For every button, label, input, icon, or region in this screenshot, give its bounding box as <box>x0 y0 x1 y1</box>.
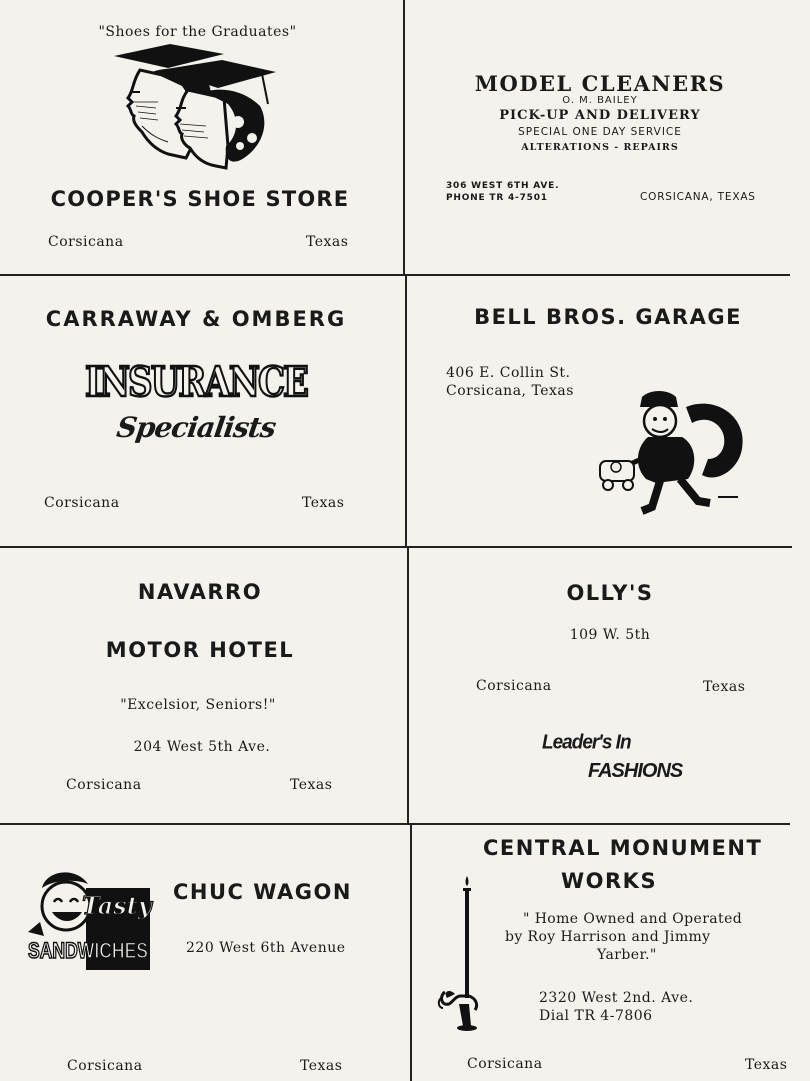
business-name: OLLY'S <box>566 581 654 605</box>
city-label: Corsicana <box>467 1056 543 1072</box>
address-label: 109 W. 5th <box>569 627 651 643</box>
quote-line1: " Home Owned and Operated <box>523 911 743 927</box>
specialists-logo-text: Specialists <box>114 411 278 444</box>
business-name-line2: MOTOR HOTEL <box>105 638 295 662</box>
tasty-sandwiches-logo <box>26 866 154 978</box>
tasty-text: Tasty <box>82 891 152 920</box>
state-label: Texas <box>302 495 345 511</box>
city-label: Corsicana <box>44 495 120 511</box>
state-label: Texas <box>290 777 333 793</box>
ad-tagline: "Shoes for the Graduates" <box>98 24 297 40</box>
state-label: Texas <box>300 1058 343 1074</box>
city-state-label: Corsicana, Texas <box>446 383 574 399</box>
ad-chuc-wagon <box>0 826 409 1081</box>
service-line: ALTERATIONS - REPAIRS <box>521 142 679 153</box>
phone-label: Dial TR 4-7806 <box>539 1008 653 1024</box>
ad-bell-bros-garage <box>408 277 800 545</box>
address-label: 220 West 6th Avenue <box>186 940 346 956</box>
slogan-line2: FASHIONS <box>588 760 683 782</box>
business-name-line1: NAVARRO <box>137 580 263 604</box>
slogan: "Excelsior, Seniors!" <box>120 697 276 713</box>
state-label: Texas <box>745 1057 788 1073</box>
row-divider <box>0 274 790 276</box>
city-label: Corsicana <box>67 1058 143 1074</box>
city-label: Corsicana <box>48 234 124 250</box>
service-line: PICK-UP AND DELIVERY <box>499 108 701 123</box>
ad-navarro-motor-hotel <box>0 549 406 822</box>
city-state-label: CORSICANA, TEXAS <box>640 191 756 203</box>
service-line: SPECIAL ONE DAY SERVICE <box>518 126 682 138</box>
column-divider <box>410 825 412 1081</box>
row-divider <box>0 823 790 825</box>
mechanic-illustration <box>598 387 748 521</box>
address-label: 306 WEST 6TH AVE. <box>446 181 560 191</box>
column-divider <box>403 0 405 275</box>
city-label: Corsicana <box>66 777 142 793</box>
column-divider <box>405 275 407 547</box>
phone-label: PHONE TR 4-7501 <box>446 193 548 203</box>
address-label: 2320 West 2nd. Ave. <box>539 990 694 1006</box>
sandwiches-text: SANDWICHES <box>28 938 148 963</box>
ad-ollys <box>410 549 800 822</box>
business-name: CHUC WAGON <box>173 880 352 904</box>
state-label: Texas <box>306 234 349 250</box>
business-name: CARRAWAY & OMBERG <box>45 307 347 331</box>
quote-line2: by Roy Harrison and Jimmy <box>505 929 711 945</box>
ad-carraway-omberg <box>0 277 404 545</box>
ad-model-cleaners <box>406 0 800 273</box>
ad-central-monument-works <box>413 826 800 1081</box>
column-divider <box>407 547 409 825</box>
candle-illustration <box>435 874 485 1034</box>
insurance-logo-text: INSURANCE <box>85 359 307 407</box>
graduates-illustration <box>112 42 282 184</box>
business-name-line2: WORKS <box>561 869 658 893</box>
address-label: 204 West 5th Ave. <box>133 739 271 755</box>
state-label: Texas <box>703 679 746 695</box>
quote-line3: Yarber." <box>597 947 657 963</box>
store-name: COOPER'S SHOE STORE <box>50 187 350 211</box>
owner-name: O. M. BAILEY <box>562 95 638 106</box>
address-label: 406 E. Collin St. <box>446 365 571 381</box>
business-name: BELL BROS. GARAGE <box>474 305 742 329</box>
slogan-line1: Leader's In <box>542 731 631 754</box>
ad-coopers-shoe-store <box>0 0 402 273</box>
business-name: MODEL CLEANERS <box>474 71 726 96</box>
city-label: Corsicana <box>476 678 552 694</box>
business-name-line1: CENTRAL MONUMENT <box>483 836 763 860</box>
row-divider <box>0 546 792 548</box>
